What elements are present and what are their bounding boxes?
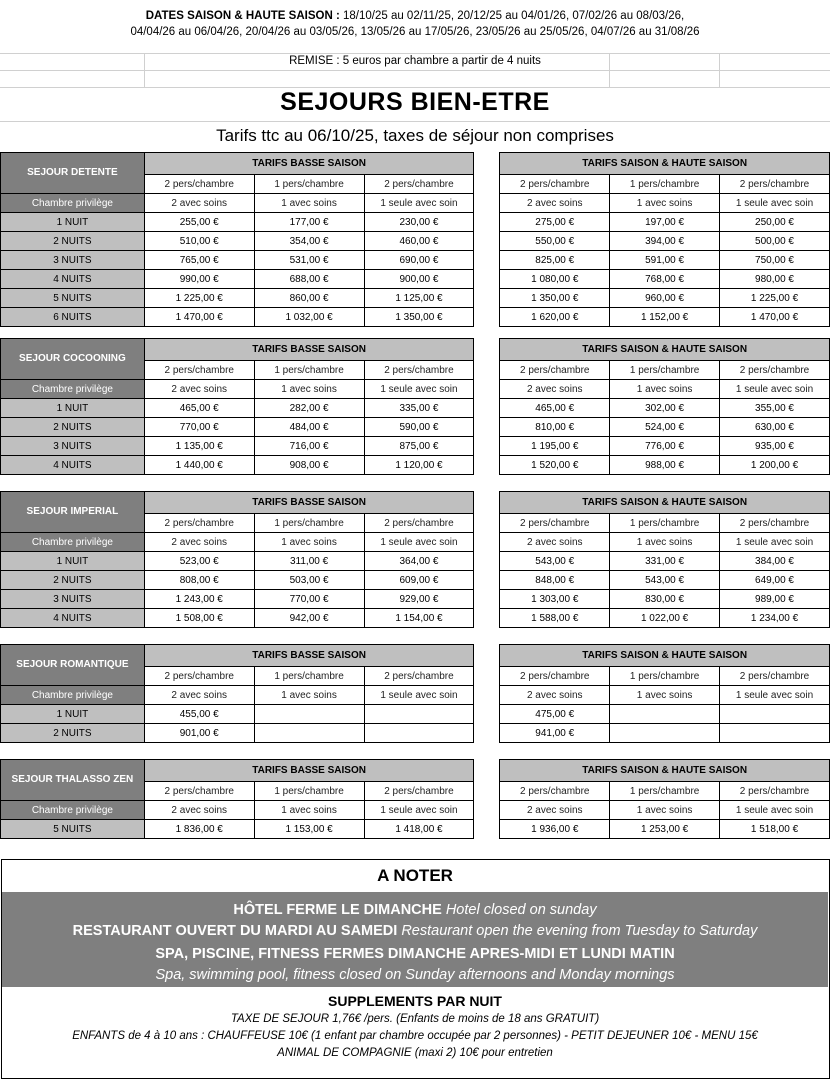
- price-basse: 1 243,00 €: [144, 590, 254, 609]
- price-basse: 255,00 €: [144, 213, 254, 232]
- price-basse: 770,00 €: [144, 418, 254, 437]
- column-gap: [474, 552, 500, 571]
- rate-table: [0, 338, 830, 475]
- nights-label: 2 NUITS: [1, 232, 145, 251]
- table-row: [1, 251, 830, 270]
- care-option: 1 avec soins: [254, 686, 364, 705]
- room-type-label: Chambre privilège: [1, 194, 145, 213]
- column-gap: [474, 571, 500, 590]
- column-gap: [474, 801, 500, 820]
- room-occupancy: 2 pers/chambre: [364, 667, 474, 686]
- column-gap: [474, 437, 500, 456]
- table-row: [1, 724, 830, 743]
- care-option: 1 avec soins: [610, 801, 720, 820]
- season-header-haute: TARIFS SAISON & HAUTE SAISON: [500, 339, 830, 361]
- price-haute: 465,00 €: [500, 399, 610, 418]
- care-option: 1 seule avec soin: [720, 801, 830, 820]
- price-basse: 335,00 €: [364, 399, 474, 418]
- price-basse: 688,00 €: [254, 270, 364, 289]
- room-occupancy: 2 pers/chambre: [364, 782, 474, 801]
- price-basse: 1 125,00 €: [364, 289, 474, 308]
- price-haute: 1 518,00 €: [720, 820, 830, 839]
- price-haute: 302,00 €: [610, 399, 720, 418]
- care-option: 1 avec soins: [254, 380, 364, 399]
- column-gap: [474, 590, 500, 609]
- price-basse: 1 440,00 €: [144, 456, 254, 475]
- price-haute: 1 470,00 €: [720, 308, 830, 327]
- price-haute: 941,00 €: [500, 724, 610, 743]
- price-haute: 630,00 €: [720, 418, 830, 437]
- room-occupancy: 2 pers/chambre: [500, 175, 610, 194]
- column-gap: [474, 533, 500, 552]
- price-basse: 465,00 €: [144, 399, 254, 418]
- price-basse: 990,00 €: [144, 270, 254, 289]
- price-haute: 1 022,00 €: [610, 609, 720, 628]
- supplements-title: SUPPLEMENTS PAR NUIT: [328, 993, 502, 1009]
- price-basse: 690,00 €: [364, 251, 474, 270]
- price-haute: 591,00 €: [610, 251, 720, 270]
- table-row: [1, 571, 830, 590]
- column-gap: [474, 609, 500, 628]
- column-gap: [474, 289, 500, 308]
- care-option: 1 seule avec soin: [720, 194, 830, 213]
- price-haute: 776,00 €: [610, 437, 720, 456]
- discount-note: REMISE : 5 euros par chambre a partir de 4 nuits: [289, 55, 541, 67]
- room-occupancy: 1 pers/chambre: [610, 361, 720, 380]
- price-haute: 1 152,00 €: [610, 308, 720, 327]
- note-restaurant: [2, 923, 828, 939]
- price-basse: 900,00 €: [364, 270, 474, 289]
- care-option: 1 seule avec soin: [720, 380, 830, 399]
- season-header-basse: TARIFS BASSE SAISON: [144, 645, 474, 667]
- nights-label: 5 NUITS: [1, 289, 145, 308]
- price-haute: 475,00 €: [500, 705, 610, 724]
- notes-band: [2, 892, 828, 987]
- room-occupancy: 2 pers/chambre: [144, 361, 254, 380]
- care-option: 2 avec soins: [500, 686, 610, 705]
- room-occupancy: 1 pers/chambre: [254, 667, 364, 686]
- season-header-haute: TARIFS SAISON & HAUTE SAISON: [500, 760, 830, 782]
- price-basse: 1 135,00 €: [144, 437, 254, 456]
- price-haute: 1 225,00 €: [720, 289, 830, 308]
- price-basse: 1 153,00 €: [254, 820, 364, 839]
- price-haute: 988,00 €: [610, 456, 720, 475]
- column-gap: [474, 686, 500, 705]
- price-basse: 230,00 €: [364, 213, 474, 232]
- price-haute: 500,00 €: [720, 232, 830, 251]
- price-haute: [610, 705, 720, 724]
- dates-label: DATES SAISON & HAUTE SAISON :: [145, 10, 340, 22]
- price-basse: 1 225,00 €: [144, 289, 254, 308]
- room-occupancy: 1 pers/chambre: [254, 175, 364, 194]
- rate-table: [0, 644, 830, 743]
- nights-label: 6 NUITS: [1, 308, 145, 327]
- nights-label: 2 NUITS: [1, 724, 145, 743]
- price-haute: 331,00 €: [610, 552, 720, 571]
- price-haute: 825,00 €: [500, 251, 610, 270]
- price-basse: 590,00 €: [364, 418, 474, 437]
- room-occupancy: 2 pers/chambre: [144, 514, 254, 533]
- column-gap: [474, 175, 500, 194]
- notes-title: A NOTER: [377, 866, 453, 885]
- nights-label: 5 NUITS: [1, 820, 145, 839]
- price-basse: 311,00 €: [254, 552, 364, 571]
- price-haute: 960,00 €: [610, 289, 720, 308]
- care-option: 2 avec soins: [144, 686, 254, 705]
- price-basse: 1 350,00 €: [364, 308, 474, 327]
- column-gap: [474, 456, 500, 475]
- price-haute: 1 253,00 €: [610, 820, 720, 839]
- dates-line-1: 18/10/25 au 02/11/25, 20/12/25 au 04/01/26, 07/02/26 au 08/03/26,: [342, 10, 685, 22]
- table-row: [1, 213, 830, 232]
- column-gap: [474, 760, 500, 782]
- room-occupancy: 2 pers/chambre: [364, 514, 474, 533]
- supplement-tax: TAXE DE SEJOUR 1,76€ /pers. (Enfants de moins de 18 ans GRATUIT): [230, 1013, 600, 1025]
- price-haute: 830,00 €: [610, 590, 720, 609]
- care-option: 1 seule avec soin: [720, 686, 830, 705]
- table-row: [1, 609, 830, 628]
- column-gap: [474, 820, 500, 839]
- season-header-haute: TARIFS SAISON & HAUTE SAISON: [500, 492, 830, 514]
- price-haute: 394,00 €: [610, 232, 720, 251]
- care-option: 2 avec soins: [144, 194, 254, 213]
- room-occupancy: 1 pers/chambre: [610, 175, 720, 194]
- room-occupancy: 1 pers/chambre: [254, 514, 364, 533]
- care-option: 2 avec soins: [500, 533, 610, 552]
- price-basse: [364, 724, 474, 743]
- price-haute: 935,00 €: [720, 437, 830, 456]
- room-occupancy: 2 pers/chambre: [720, 782, 830, 801]
- price-basse: 455,00 €: [144, 705, 254, 724]
- column-gap: [474, 194, 500, 213]
- price-haute: 768,00 €: [610, 270, 720, 289]
- dates-line-2: 04/04/26 au 06/04/26, 20/04/26 au 03/05/26, 13/05/26 au 17/05/26, 23/05/26 au 25/05/26, 04/07/26 au 31/08/26: [130, 26, 700, 38]
- care-option: 1 avec soins: [610, 380, 720, 399]
- note-restaurant-fr: RESTAURANT OUVERT DU MARDI AU SAMEDI: [72, 923, 398, 939]
- care-option: 1 seule avec soin: [364, 380, 474, 399]
- column-gap: [474, 782, 500, 801]
- price-haute: 1 620,00 €: [500, 308, 610, 327]
- room-occupancy: 1 pers/chambre: [254, 782, 364, 801]
- price-haute: 1 520,00 €: [500, 456, 610, 475]
- price-haute: 1 234,00 €: [720, 609, 830, 628]
- price-basse: 770,00 €: [254, 590, 364, 609]
- price-haute: 275,00 €: [500, 213, 610, 232]
- column-gap: [474, 251, 500, 270]
- table-row: [1, 552, 830, 571]
- price-basse: [254, 724, 364, 743]
- nights-label: 1 NUIT: [1, 552, 145, 571]
- column-gap: [474, 308, 500, 327]
- care-option: 1 avec soins: [254, 533, 364, 552]
- price-haute: 1 200,00 €: [720, 456, 830, 475]
- price-haute: 989,00 €: [720, 590, 830, 609]
- care-option: 1 avec soins: [254, 194, 364, 213]
- price-basse: 282,00 €: [254, 399, 364, 418]
- price-basse: 942,00 €: [254, 609, 364, 628]
- nights-label: 1 NUIT: [1, 399, 145, 418]
- table-row: [1, 437, 830, 456]
- season-header-basse: TARIFS BASSE SAISON: [144, 153, 474, 175]
- room-occupancy: 1 pers/chambre: [254, 361, 364, 380]
- column-gap: [474, 418, 500, 437]
- price-basse: 716,00 €: [254, 437, 364, 456]
- price-haute: 1 080,00 €: [500, 270, 610, 289]
- price-basse: 503,00 €: [254, 571, 364, 590]
- price-basse: 875,00 €: [364, 437, 474, 456]
- care-option: 1 seule avec soin: [364, 686, 474, 705]
- table-row: [1, 705, 830, 724]
- care-option: 1 avec soins: [610, 686, 720, 705]
- price-basse: 177,00 €: [254, 213, 364, 232]
- room-occupancy: 2 pers/chambre: [500, 361, 610, 380]
- rate-table: [0, 759, 830, 839]
- room-occupancy: 2 pers/chambre: [720, 361, 830, 380]
- care-option: 1 seule avec soin: [364, 533, 474, 552]
- price-basse: 364,00 €: [364, 552, 474, 571]
- price-basse: 860,00 €: [254, 289, 364, 308]
- price-haute: 848,00 €: [500, 571, 610, 590]
- room-occupancy: 1 pers/chambre: [610, 782, 720, 801]
- room-type-label: Chambre privilège: [1, 686, 145, 705]
- price-haute: 524,00 €: [610, 418, 720, 437]
- table-row: [1, 456, 830, 475]
- price-haute: 1 588,00 €: [500, 609, 610, 628]
- table-row: [1, 289, 830, 308]
- sejour-name: SEJOUR ROMANTIQUE: [1, 645, 145, 686]
- nights-label: 2 NUITS: [1, 571, 145, 590]
- column-gap: [474, 724, 500, 743]
- season-header-haute: TARIFS SAISON & HAUTE SAISON: [500, 153, 830, 175]
- price-haute: 250,00 €: [720, 213, 830, 232]
- column-gap: [474, 492, 500, 514]
- price-basse: 484,00 €: [254, 418, 364, 437]
- table-row: [1, 308, 830, 327]
- care-option: 2 avec soins: [144, 380, 254, 399]
- care-option: 2 avec soins: [144, 801, 254, 820]
- page-subtitle: Tarifs ttc au 06/10/25, taxes de séjour non comprises: [216, 126, 614, 145]
- table-row: [1, 590, 830, 609]
- price-haute: 649,00 €: [720, 571, 830, 590]
- column-gap: [474, 339, 500, 361]
- price-basse: 510,00 €: [144, 232, 254, 251]
- price-basse: 1 470,00 €: [144, 308, 254, 327]
- rate-table: [0, 152, 830, 327]
- price-basse: 908,00 €: [254, 456, 364, 475]
- price-basse: 765,00 €: [144, 251, 254, 270]
- note-hotel-closed: [2, 902, 828, 918]
- table-row: [1, 232, 830, 251]
- nights-label: 1 NUIT: [1, 213, 145, 232]
- nights-label: 4 NUITS: [1, 609, 145, 628]
- room-occupancy: 2 pers/chambre: [720, 667, 830, 686]
- care-option: 2 avec soins: [144, 533, 254, 552]
- room-occupancy: 2 pers/chambre: [720, 175, 830, 194]
- table-row: [1, 820, 830, 839]
- column-gap: [474, 361, 500, 380]
- column-gap: [474, 399, 500, 418]
- price-basse: 929,00 €: [364, 590, 474, 609]
- care-option: 1 seule avec soin: [364, 801, 474, 820]
- room-occupancy: 2 pers/chambre: [144, 782, 254, 801]
- care-option: 2 avec soins: [500, 194, 610, 213]
- nights-label: 4 NUITS: [1, 456, 145, 475]
- nights-label: 1 NUIT: [1, 705, 145, 724]
- table-row: [1, 399, 830, 418]
- sejour-name: SEJOUR COCOONING: [1, 339, 145, 380]
- price-basse: 1 508,00 €: [144, 609, 254, 628]
- price-haute: 355,00 €: [720, 399, 830, 418]
- column-gap: [474, 270, 500, 289]
- sejour-name: SEJOUR DETENTE: [1, 153, 145, 194]
- room-occupancy: 2 pers/chambre: [364, 175, 474, 194]
- price-basse: 531,00 €: [254, 251, 364, 270]
- price-basse: 901,00 €: [144, 724, 254, 743]
- nights-label: 3 NUITS: [1, 437, 145, 456]
- price-basse: 1 032,00 €: [254, 308, 364, 327]
- table-row: [1, 418, 830, 437]
- price-basse: 1 154,00 €: [364, 609, 474, 628]
- column-gap: [474, 232, 500, 251]
- note-restaurant-en: Restaurant open the evening from Tuesday to Saturday: [401, 923, 758, 939]
- room-type-label: Chambre privilège: [1, 801, 145, 820]
- price-haute: 384,00 €: [720, 552, 830, 571]
- rate-table: [0, 491, 830, 628]
- nights-label: 2 NUITS: [1, 418, 145, 437]
- price-haute: 1 350,00 €: [500, 289, 610, 308]
- care-option: 2 avec soins: [500, 801, 610, 820]
- price-basse: 609,00 €: [364, 571, 474, 590]
- price-haute: [610, 724, 720, 743]
- column-gap: [474, 645, 500, 667]
- column-gap: [474, 667, 500, 686]
- season-header-basse: TARIFS BASSE SAISON: [144, 760, 474, 782]
- care-option: 1 avec soins: [610, 194, 720, 213]
- note-spa-en: Spa, swimming pool, fitness closed on Sunday afternoons and Monday mornings: [155, 967, 675, 983]
- room-occupancy: 2 pers/chambre: [500, 667, 610, 686]
- price-basse: 460,00 €: [364, 232, 474, 251]
- season-dates: [0, 8, 830, 40]
- nights-label: 3 NUITS: [1, 251, 145, 270]
- price-haute: 980,00 €: [720, 270, 830, 289]
- price-haute: [720, 705, 830, 724]
- care-option: 1 seule avec soin: [364, 194, 474, 213]
- price-haute: 550,00 €: [500, 232, 610, 251]
- price-basse: 1 836,00 €: [144, 820, 254, 839]
- price-basse: 1 120,00 €: [364, 456, 474, 475]
- price-haute: 1 936,00 €: [500, 820, 610, 839]
- note-spa-fr: SPA, PISCINE, FITNESS FERMES DIMANCHE APRES-MIDI ET LUNDI MATIN: [155, 946, 675, 962]
- price-basse: 1 418,00 €: [364, 820, 474, 839]
- care-option: 1 seule avec soin: [720, 533, 830, 552]
- column-gap: [474, 380, 500, 399]
- season-header-haute: TARIFS SAISON & HAUTE SAISON: [500, 645, 830, 667]
- price-haute: 543,00 €: [610, 571, 720, 590]
- room-occupancy: 2 pers/chambre: [720, 514, 830, 533]
- price-haute: 543,00 €: [500, 552, 610, 571]
- price-basse: 523,00 €: [144, 552, 254, 571]
- price-haute: 810,00 €: [500, 418, 610, 437]
- room-occupancy: 1 pers/chambre: [610, 667, 720, 686]
- sejour-name: SEJOUR THALASSO ZEN: [1, 760, 145, 801]
- care-option: 2 avec soins: [500, 380, 610, 399]
- column-gap: [474, 705, 500, 724]
- season-header-basse: TARIFS BASSE SAISON: [144, 492, 474, 514]
- room-occupancy: 2 pers/chambre: [144, 175, 254, 194]
- table-row: [1, 270, 830, 289]
- price-basse: 354,00 €: [254, 232, 364, 251]
- room-occupancy: 2 pers/chambre: [500, 782, 610, 801]
- room-occupancy: 2 pers/chambre: [144, 667, 254, 686]
- season-header-basse: TARIFS BASSE SAISON: [144, 339, 474, 361]
- column-gap: [474, 153, 500, 175]
- room-occupancy: 2 pers/chambre: [364, 361, 474, 380]
- price-basse: [364, 705, 474, 724]
- price-haute: 197,00 €: [610, 213, 720, 232]
- nights-label: 3 NUITS: [1, 590, 145, 609]
- column-gap: [474, 213, 500, 232]
- nights-label: 4 NUITS: [1, 270, 145, 289]
- note-hotel-closed-fr: HÔTEL FERME LE DIMANCHE: [233, 902, 442, 918]
- supplement-pet: ANIMAL DE COMPAGNIE (maxi 2) 10€ pour entretien: [277, 1047, 553, 1059]
- price-haute: 1 303,00 €: [500, 590, 610, 609]
- page-title: SEJOURS BIEN-ETRE: [280, 88, 550, 116]
- price-basse: [254, 705, 364, 724]
- sejour-name: SEJOUR IMPERIAL: [1, 492, 145, 533]
- care-option: 1 avec soins: [610, 533, 720, 552]
- room-type-label: Chambre privilège: [1, 533, 145, 552]
- room-occupancy: 2 pers/chambre: [500, 514, 610, 533]
- column-gap: [474, 514, 500, 533]
- price-basse: 808,00 €: [144, 571, 254, 590]
- price-haute: 1 195,00 €: [500, 437, 610, 456]
- room-type-label: Chambre privilège: [1, 380, 145, 399]
- care-option: 1 avec soins: [254, 801, 364, 820]
- price-haute: [720, 724, 830, 743]
- supplement-children: ENFANTS de 4 à 10 ans : CHAUFFEUSE 10€ (1 enfant par chambre occupée par 2 personnes) - PETIT DEJEUNER 10€ - MENU 15€: [72, 1030, 758, 1042]
- room-occupancy: 1 pers/chambre: [610, 514, 720, 533]
- price-haute: 750,00 €: [720, 251, 830, 270]
- note-hotel-closed-en: Hotel closed on sunday: [445, 902, 597, 918]
